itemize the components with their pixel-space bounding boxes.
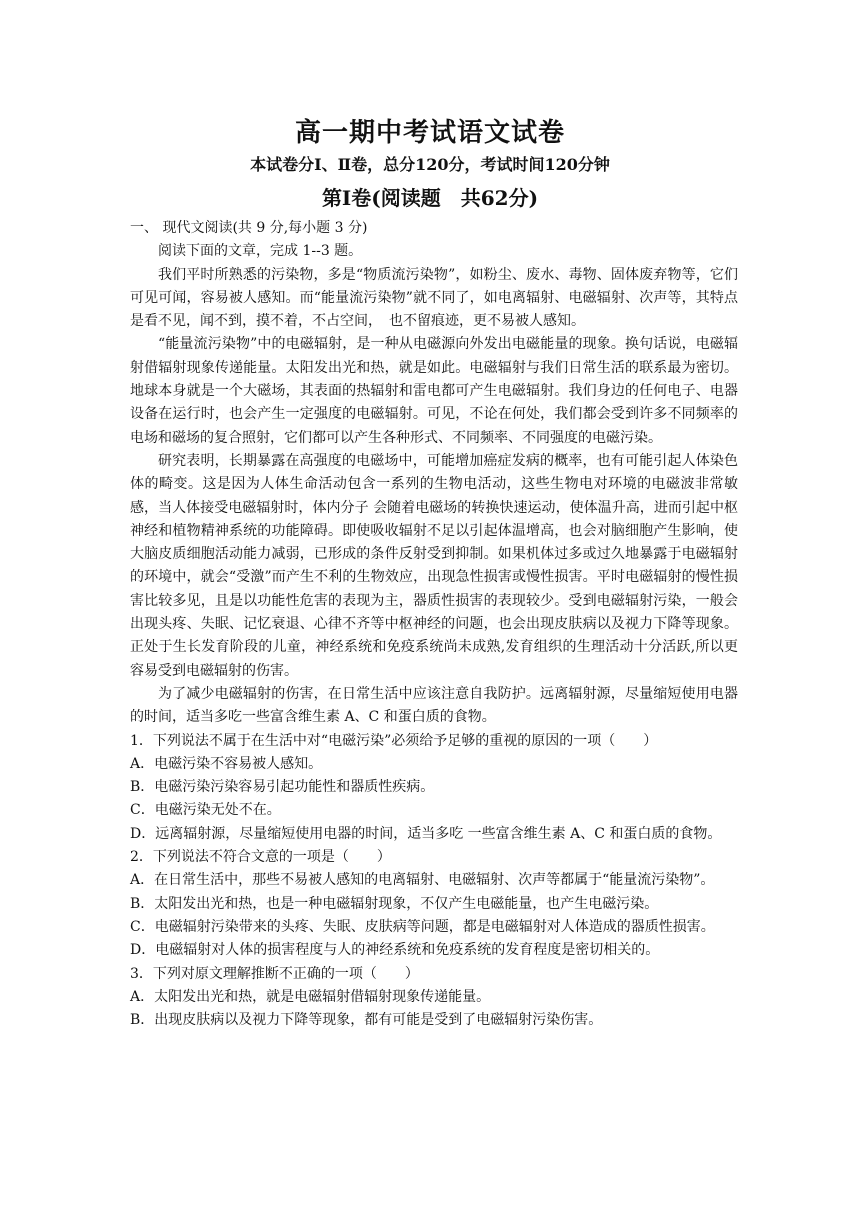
passage-paragraph-3: 研究表明，长期暴露在高强度的电磁场中，可能增加癌症发病的概率，也有可能引起人体染色体的畸变。这是因为人体生命活动包含一系列的生物电活动，这些生物电对环境的电磁波非常敏感，当人体接受电磁辐射时，体内分子 会随着电磁场的转换快速运动，使体温升高，进而引起中枢神经和植物精神系统的功能障碍。即使吸收辐射不足以引起体温增高，也会对脑细胞产生影响，使大脑皮质细胞活动能力减弱，已形成的条件反射受到抑制。如果机体过多或过久地暴露于电磁辐射的环境中，就会“受激”而产生不利的生物效应，出现急性损害或慢性损害。平时电磁辐射的慢性损害比较多见，且是以功能性危害的表现为主，器质性损害的表现较少。受到电磁辐射污染，一般会出现头疼、失眠、记忆衰退、心律不齐等中枢神经的问题，也会出现皮肤病以及视力下降等现象。正处于生长发育阶段的儿童，神经系统和免疫系统尚未成熟,发育组织的生理活动十分活跃,所以更容易受到电磁辐射的伤害。 — [130, 452, 738, 679]
passage-paragraph-4: 为了减少电磁辐射的伤害，在日常生活中应该注意自我防护。远离辐射源，尽量缩短使用电器的时间，适当多吃一些富含维生素 A、C 和蛋白质的食物。 — [130, 685, 738, 726]
part-instruction: 阅读下面的文章，完成 1--3 题。 — [158, 243, 363, 260]
exam-body — [130, 217, 738, 1032]
question-1-option-c: C．电磁污染无处不在。 — [130, 802, 281, 819]
question-1-option-a: A．电磁污染不容易被人感知。 — [130, 755, 323, 772]
question-3-option-a: A．太阳发出光和热，就是电磁辐射借辐射现象传递能量。 — [130, 988, 491, 1005]
question-1-stem: 1．下列说法不属于在生活中对“电磁污染”必须给予足够的重视的原因的一项（ ） — [130, 732, 658, 749]
question-2-option-c: C．电磁辐射污染带来的头疼、失眠、皮肤病等问题，都是电磁辐射对人体造成的器质性损害。 — [130, 918, 715, 935]
question-2-option-b: B．太阳发出光和热，也是一种电磁辐射现象，不仅产生电磁能量，也产生电磁污染。 — [130, 895, 659, 912]
question-3-stem: 3．下列对原文理解推断不正确的一项（ ） — [130, 965, 419, 982]
question-2-option-a: A．在日常生活中，那些不易被人感知的电离辐射、电磁辐射、次声等都属于“能量流污染物”。 — [130, 872, 715, 889]
exam-subtitle: 本试卷分Ⅰ、Ⅱ卷，总分120分，考试时间120分钟 — [250, 155, 610, 174]
passage-paragraph-1: 我们平时所熟悉的污染物，多是“物质流污染物”，如粉尘、废水、毒物、固体废弃物等，它们可见可闻，容易被人感知。而“能量流污染物”就不同了，如电离辐射、电磁辐射、次声等，其特点是看不见，闻不到，摸不着，不占空间， 也不留痕迹，更不易被人感知。 — [130, 266, 738, 330]
question-2-stem: 2．下列说法不符合文意的一项是（ ） — [130, 849, 391, 866]
question-1-option-d: D．远离辐射源，尽量缩短使用电器的时间，适当多吃 一些富含维生素 A、C 和蛋白质的食物。 — [130, 825, 722, 842]
question-3-option-b: B．出现皮肤病以及视力下降等现象，都有可能是受到了电磁辐射污染伤害。 — [130, 1012, 603, 1029]
section-title: 第Ⅰ卷(阅读题 共62分) — [321, 186, 539, 210]
passage-paragraph-2: “能量流污染物”中的电磁辐射，是一种从电磁源向外发出电磁能量的现象。换句话说，电磁辐射借辐射现象传递能量。太阳发出光和热，就是如此。电磁辐射与我们日常生活的联系最为密切。地球本身就是一个大磁场，其表面的热辐射和雷电都可产生电磁辐射。我们身边的任何电子、电器设备在运行时，也会产生一定强度的电磁辐射。可见，不论在何处，我们都会受到许多不同频率的电场和磁场的复合照射，它们都可以产生各种形式、不同频率、不同强度的电磁污染。 — [130, 336, 738, 446]
part-heading: 一、 现代文阅读(共 9 分,每小题 3 分) — [130, 220, 368, 236]
exam-title: 高一期中考试语文试卷 — [294, 118, 565, 148]
question-1-option-b: B．电磁污染污染容易引起功能性和器质性疾病。 — [130, 779, 435, 796]
question-2-option-d: D．电磁辐射对人体的损害程度与人的神经系统和免疫系统的发育程度是密切相关的。 — [130, 942, 660, 959]
